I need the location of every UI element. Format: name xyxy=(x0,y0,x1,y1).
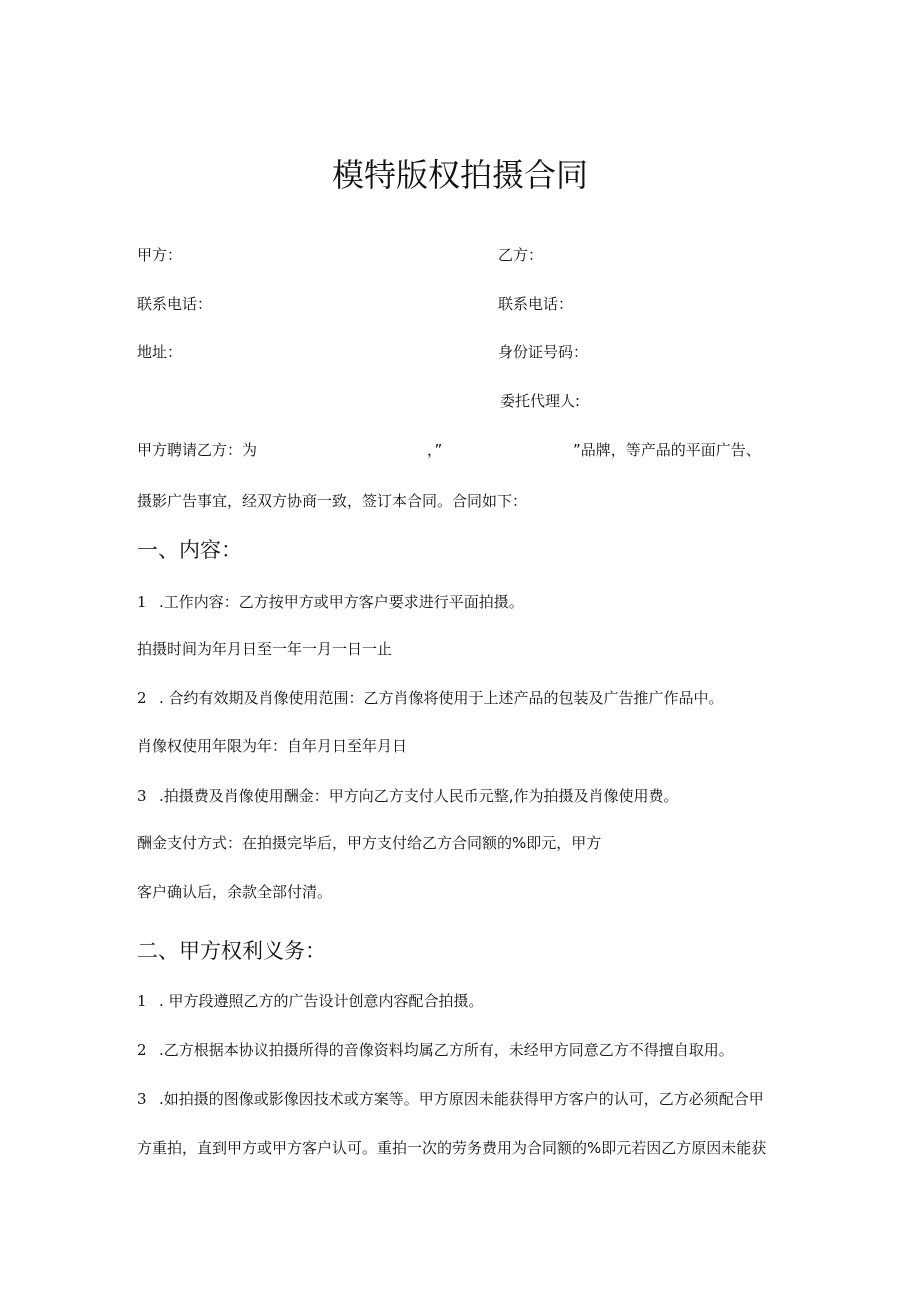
item-number: 1 xyxy=(137,593,147,611)
item-number: 3 xyxy=(137,1090,147,1108)
party-b-id-label: 身份证号码： xyxy=(498,343,589,361)
section1-item xyxy=(137,592,524,612)
section1-item xyxy=(137,736,407,756)
intro-line2: 摄影广告事宜，经双方协商一致，签订本合同。合同如下： xyxy=(137,492,528,510)
section1-heading: 一、内容： xyxy=(137,538,242,562)
party-b-agent-label: 委托代理人: xyxy=(500,392,581,410)
item-text: .工作内容：乙方按甲方或甲方客户要求进行平面拍摄。 xyxy=(159,593,524,611)
item-text: 拍摄时间为年月日至一年一月一日一止 xyxy=(137,640,393,658)
item-text: . 甲方段遵照乙方的广告设计创意内容配合拍摄。 xyxy=(159,992,484,1010)
section2-item xyxy=(137,1040,734,1060)
intro-part1: 甲方聘请乙方：为 xyxy=(137,441,258,459)
section2-item xyxy=(137,991,484,1011)
party-b-phone-label: 联系电话： xyxy=(498,295,574,313)
item-number: 3 xyxy=(137,787,147,805)
party-a-address-label: 地址： xyxy=(137,343,183,361)
item-text: 客户确认后，余款全部付清。 xyxy=(137,883,333,901)
section2-heading: 二、甲方权利义务： xyxy=(137,939,326,963)
party-a-label: 甲方： xyxy=(137,246,183,264)
item-number: 2 xyxy=(137,1041,147,1059)
section1-item xyxy=(137,639,392,659)
section1-item xyxy=(137,786,679,806)
section2-item xyxy=(137,1138,766,1158)
item-text: .乙方根据本协议拍摄所得的音像资料均属乙方所有，未经甲方同意乙方不得擅自取用。 xyxy=(159,1041,734,1059)
item-text: .拍摄费及肖像使用酬金：甲方向乙方支付人民币元整,作为拍摄及肖像使用费。 xyxy=(159,787,679,805)
item-number: 2 xyxy=(137,689,147,707)
item-text: .如拍摄的图像或影像因技术或方案等。甲方原因未能获得甲方客户的认可，乙方必须配合甲 xyxy=(159,1090,764,1108)
party-b-label: 乙方： xyxy=(498,246,544,264)
item-number: 1 xyxy=(137,992,147,1010)
section1-item xyxy=(137,833,601,853)
section1-item xyxy=(137,688,724,708)
section2-item xyxy=(137,1089,764,1109)
item-text: . 合约有效期及肖像使用范围：乙方肖像将使用于上述产品的包装及广告推广作品中。 xyxy=(159,689,724,707)
intro-part2: ，” xyxy=(427,441,443,459)
intro-part3: ”品牌，等产品的平面广告、 xyxy=(573,441,761,459)
item-text: 肖像权使用年限为年：自年月日至年月日 xyxy=(137,737,408,755)
item-text: 酬金支付方式：在拍摄完毕后，甲方支付给乙方合同额的%即元，甲方 xyxy=(137,834,602,852)
document-title: 模特版权拍摄合同 xyxy=(331,156,588,194)
section1-item xyxy=(137,882,332,902)
party-a-phone-label: 联系电话： xyxy=(137,295,213,313)
item-text: 方重拍，直到甲方或甲方客户认可。重拍一次的劳务费用为合同额的%即元若因乙方原因未能获 xyxy=(137,1139,767,1157)
